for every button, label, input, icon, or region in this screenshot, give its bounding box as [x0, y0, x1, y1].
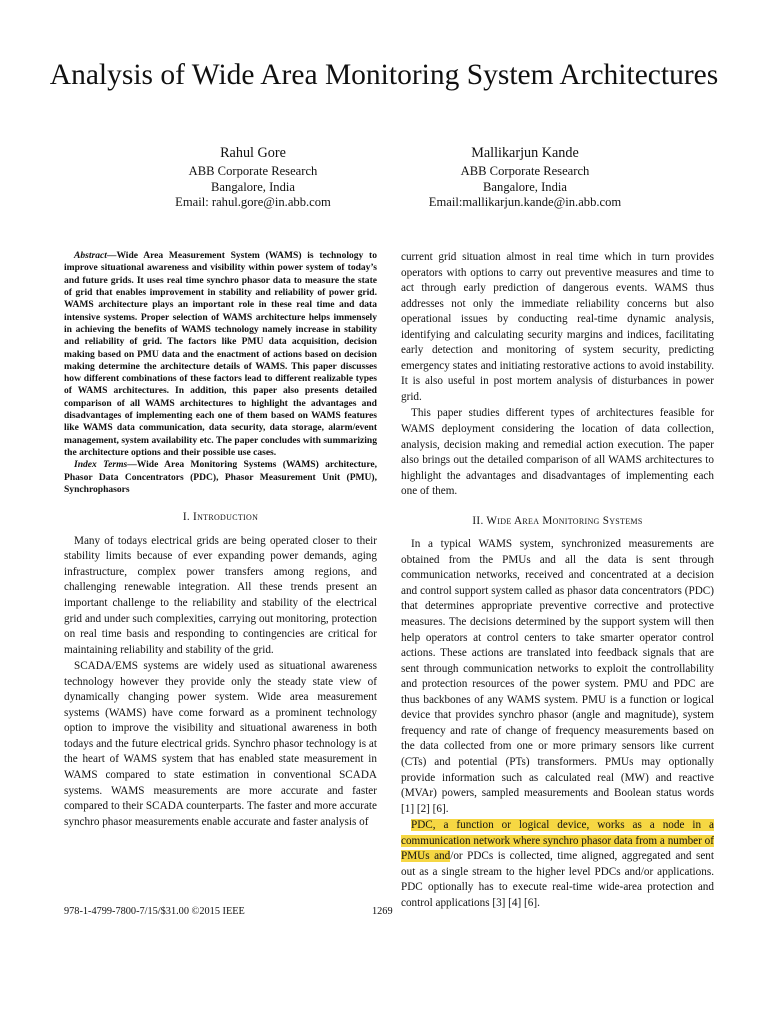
abstract: [64, 250, 377, 459]
page-number: 1269: [372, 906, 393, 917]
author-location: Bangalore, India: [211, 179, 295, 194]
abstract-text: —Wide Area Measurement System (WAMS) is technology to improve situational awareness and visibility within power system of today’s and future grids. It uses real time synchro phasor data to measure the state of grid that enables improvement in stability and reliability of power grid. WAMS architecture plays an important role in these real time and data intensive systems. Proper selection of WAMS architecture helps immensely in achieving the benefits of WAMS technology namely increase in stability and reliability of grid. The factors like PMU data acquisition, decision making based on PMU data and the enactment of actions based on decision making determine the architecture details of WAMS. This paper discusses how different combinations of these factors lead to different realizable types of WAMS architectures. In addition, this paper also presents detailed comparison of all WAMS architectures to highlight the advantages and disadvantages of implementing each one of them based on WAMS features like WAMS data communication, data security, data storage, alarm/event management, system availability etc. The paper concludes with summarizing the architecture options and their possible use cases.: [64, 250, 377, 458]
section-heading-introduction: I. Introduction: [182, 511, 259, 524]
author-location: Bangalore, India: [483, 179, 567, 194]
paragraph: Many of todays electrical grids are being operated closer to their stability limits because of ever expanding power demands, aging infrastructure, complex power transfers among regions, and challenging renewable integration. All these trends present an important challenge to the reliability and stability of the electrical grid and under such complexities, carrying out monitoring, protection on real time basis and responding to contingencies are critical for maintaining reliability and stability of the grid.: [64, 534, 377, 656]
author-email: Email: rahul.gore@in.abb.com: [175, 195, 331, 209]
index-terms: [64, 459, 377, 496]
paragraph-highlighted: [401, 818, 714, 911]
paragraph: This paper studies different types of architectures feasible for WAMS deployment considering the location of data collection, analysis, decision making and remedial action execution. The paper also brings out the detailed comparison of all WAMS architectures to highlight the advantages and disadvantages of implementing each one of them.: [401, 407, 714, 498]
abstract-label: Abstract: [74, 250, 107, 261]
paragraph: In a typical WAMS system, synchronized measurements are obtained from the PMUs and all the data is sent through communication networks, received and concentrated at a decision and control support system called as phasor data concentrators (PDC) that determines appropriate preventive corrective and protective measures. The decisions determined by the support system will then help operators at control centers to take smarter operator control actions. These actions are translated into feedback signals that are sent through communication networks to exploit the controllability and protection resources of the power system. PMU and PDC are thus backbones of any WAMS system. PMU is a function or logical device that provides synchro phasor (angle and magnitude), system frequency and rate of change of frequency measurements based on the data collected from one or more primary sensors like current (CTs) and potential (PTs) transformers. PMUs may optionally provide information such as calculated real (MW) and reactive (MVAr) powers, sampled measurements and Boolean status words [1] [2] [6].: [401, 538, 714, 815]
author-affiliation: ABB Corporate Research: [460, 164, 590, 178]
right-column: [401, 250, 714, 911]
author-email: Email:mallikarjun.kande@in.abb.com: [428, 195, 622, 209]
index-terms-text: —Wide Area Monitoring Systems (WAMS) architecture, Phasor Data Concentrators (PDC), Phasor Measurement Unit (PMU), Synchrophasors: [64, 459, 378, 495]
author-name: Rahul Gore: [220, 145, 286, 161]
text-highlight[interactable]: PDC, a function or logical device, works as a node in a communication network where synchro phasor data from a number of PMUs and: [401, 819, 714, 863]
author-block-2: [375, 145, 675, 211]
paper-title: Analysis of Wide Area Monitoring System Architectures: [49, 59, 719, 91]
section-heading-wams: II. Wide Area Monitoring Systems: [472, 514, 643, 527]
copyright-footer: 978-1-4799-7800-7/15/$31.00 ©2015 IEEE: [64, 906, 245, 917]
author-name: Mallikarjun Kande: [471, 145, 579, 161]
index-terms-label: Index Terms: [74, 459, 128, 471]
paragraph: SCADA/EMS systems are widely used as situational awareness technology however they provide only the steady state view of dynamically changing power system. Wide area measurement systems (WAMS) have come forward as a prominent technology option to improve the visibility and situational awareness in both todays and the future electrical grids. Synchro phasor technology is at the heart of WAMS system that has enabled state measurement in WAMS compared to state estimation in conventional SCADA systems. WAMS measurements are more accurate and faster compared to their SCADA counterparts. The faster and more accurate synchro phasor measurements enable accurate and faster analysis of: [64, 660, 377, 828]
author-block-1: [103, 145, 403, 211]
paragraph: current grid situation almost in real time which in turn provides operators with options to carry out preventive measures and time to act through early prediction of dangerous events. WAMS thus addresses not only the immediate reliability concerns but also operational issues by conducting real-time dynamic analysis, identifying and calculating security margins and indices, facilitating early detection and monitoring of system security, predicting emergency states and initiating restorative actions to avoid instability. It is also useful in post mortem analysis of disturbances in power grid.: [401, 251, 714, 403]
left-column: [64, 250, 377, 830]
author-affiliation: ABB Corporate Research: [188, 164, 318, 178]
paragraph-rest: /or PDCs is collected, time aligned, aggregated and sent out as a single stream to the higher level PDCs and/or applications. PDC optionally has to execute real-time wide-area protection and control applications [3] [4] [6].: [401, 850, 714, 909]
